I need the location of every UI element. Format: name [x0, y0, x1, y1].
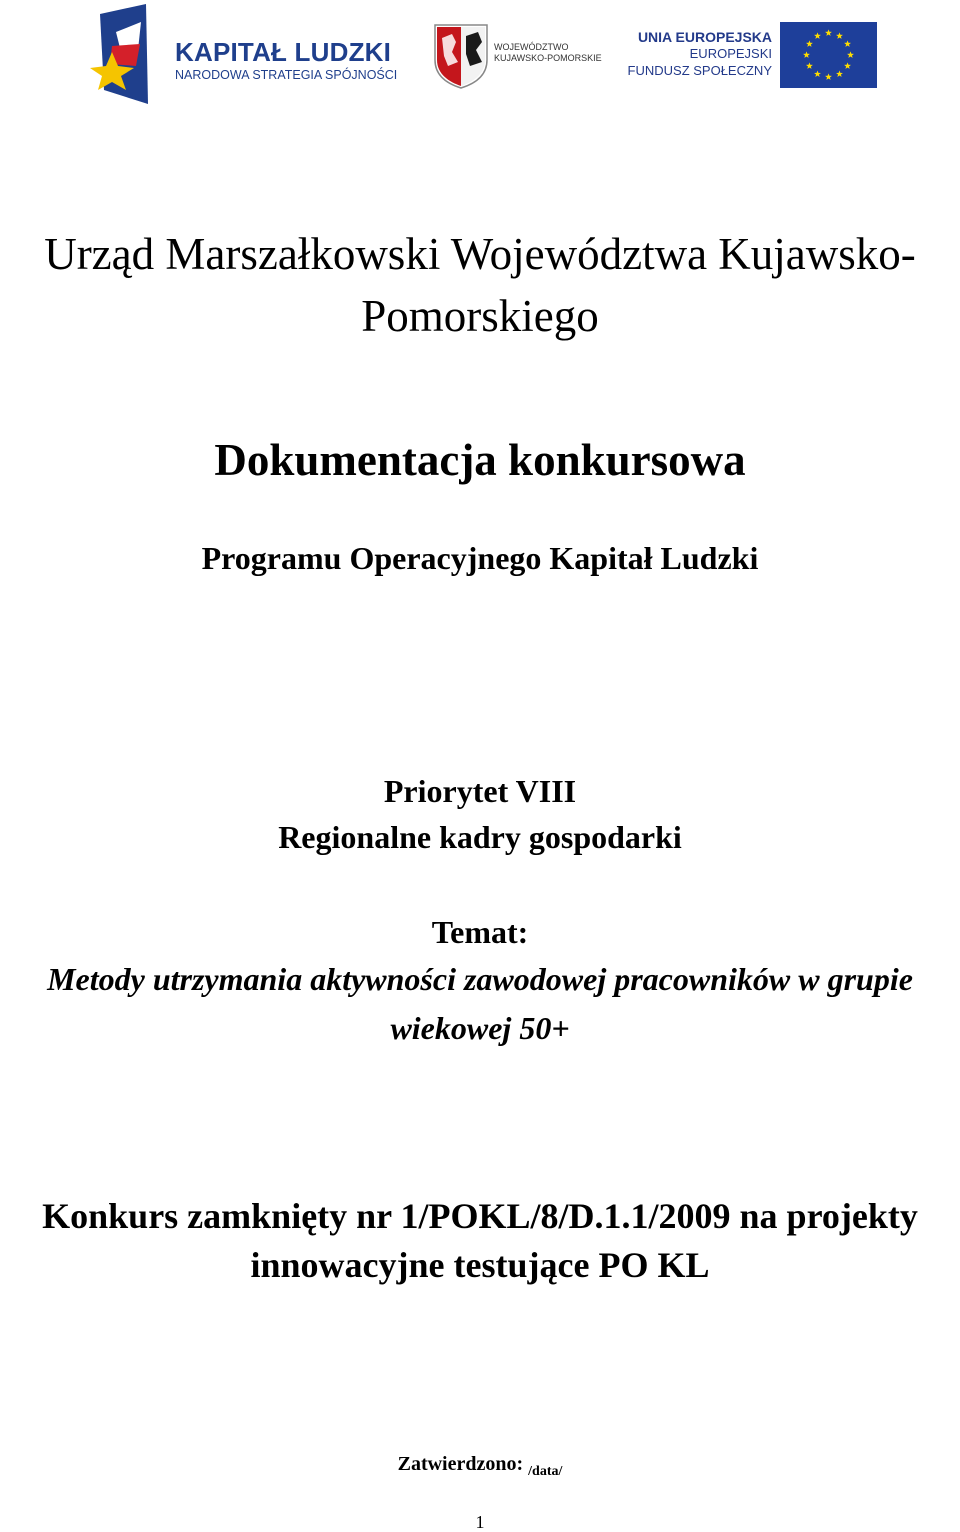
kapital-ludzki-logo: [86, 4, 406, 106]
eu-union-label: UNIA EUROPEJSKA: [637, 29, 772, 45]
kapital-ludzki-title: KAPITAŁ LUDZKI: [175, 37, 392, 67]
topic-label: Temat:: [431, 914, 529, 950]
coat-of-arms-icon: [432, 22, 490, 90]
programme-name: Programu Operacyjnego Kapitał Ludzki: [201, 540, 759, 576]
topic-text: Metody utrzymania aktywności zawodowej pracowników w grupie wiekowej 50+: [47, 961, 913, 1046]
wojewodztwo-label: WOJEWÓDZTWO: [494, 42, 569, 52]
eu-fund-label-line1: EUROPEJSKI: [689, 46, 772, 61]
kapital-ludzki-subtitle: NARODOWA STRATEGIA SPÓJNOŚCI: [175, 68, 398, 82]
institution-name: Urząd Marszałkowski Województwa Kujawsko-Pomorskiego: [44, 229, 916, 341]
priority-number: Priorytet VIII: [383, 773, 577, 809]
eu-logo: [627, 22, 880, 90]
contest-description: Konkurs zamknięty nr 1/POKL/8/D.1.1/2009 na projekty innowacyjne testujące PO KL: [42, 1196, 918, 1285]
priority-name: Regionalne kadry gospodarki: [278, 819, 682, 855]
kapital-ludzki-emblem-icon: [86, 4, 176, 106]
approved-date: /data/: [528, 1464, 563, 1479]
wojewodztwo-name: KUJAWSKO-POMORSKIE: [494, 53, 602, 63]
approval-line: [0, 1450, 960, 1486]
page-number: 1: [475, 1512, 485, 1532]
eu-fund-label-line2: FUNDUSZ SPOŁECZNY: [627, 63, 772, 78]
wojewodztwo-logo: [432, 22, 608, 90]
approved-label: Zatwierdzono:: [397, 1453, 524, 1475]
eu-flag-icon: [780, 22, 877, 88]
document-title: Dokumentacja konkursowa: [214, 435, 746, 485]
